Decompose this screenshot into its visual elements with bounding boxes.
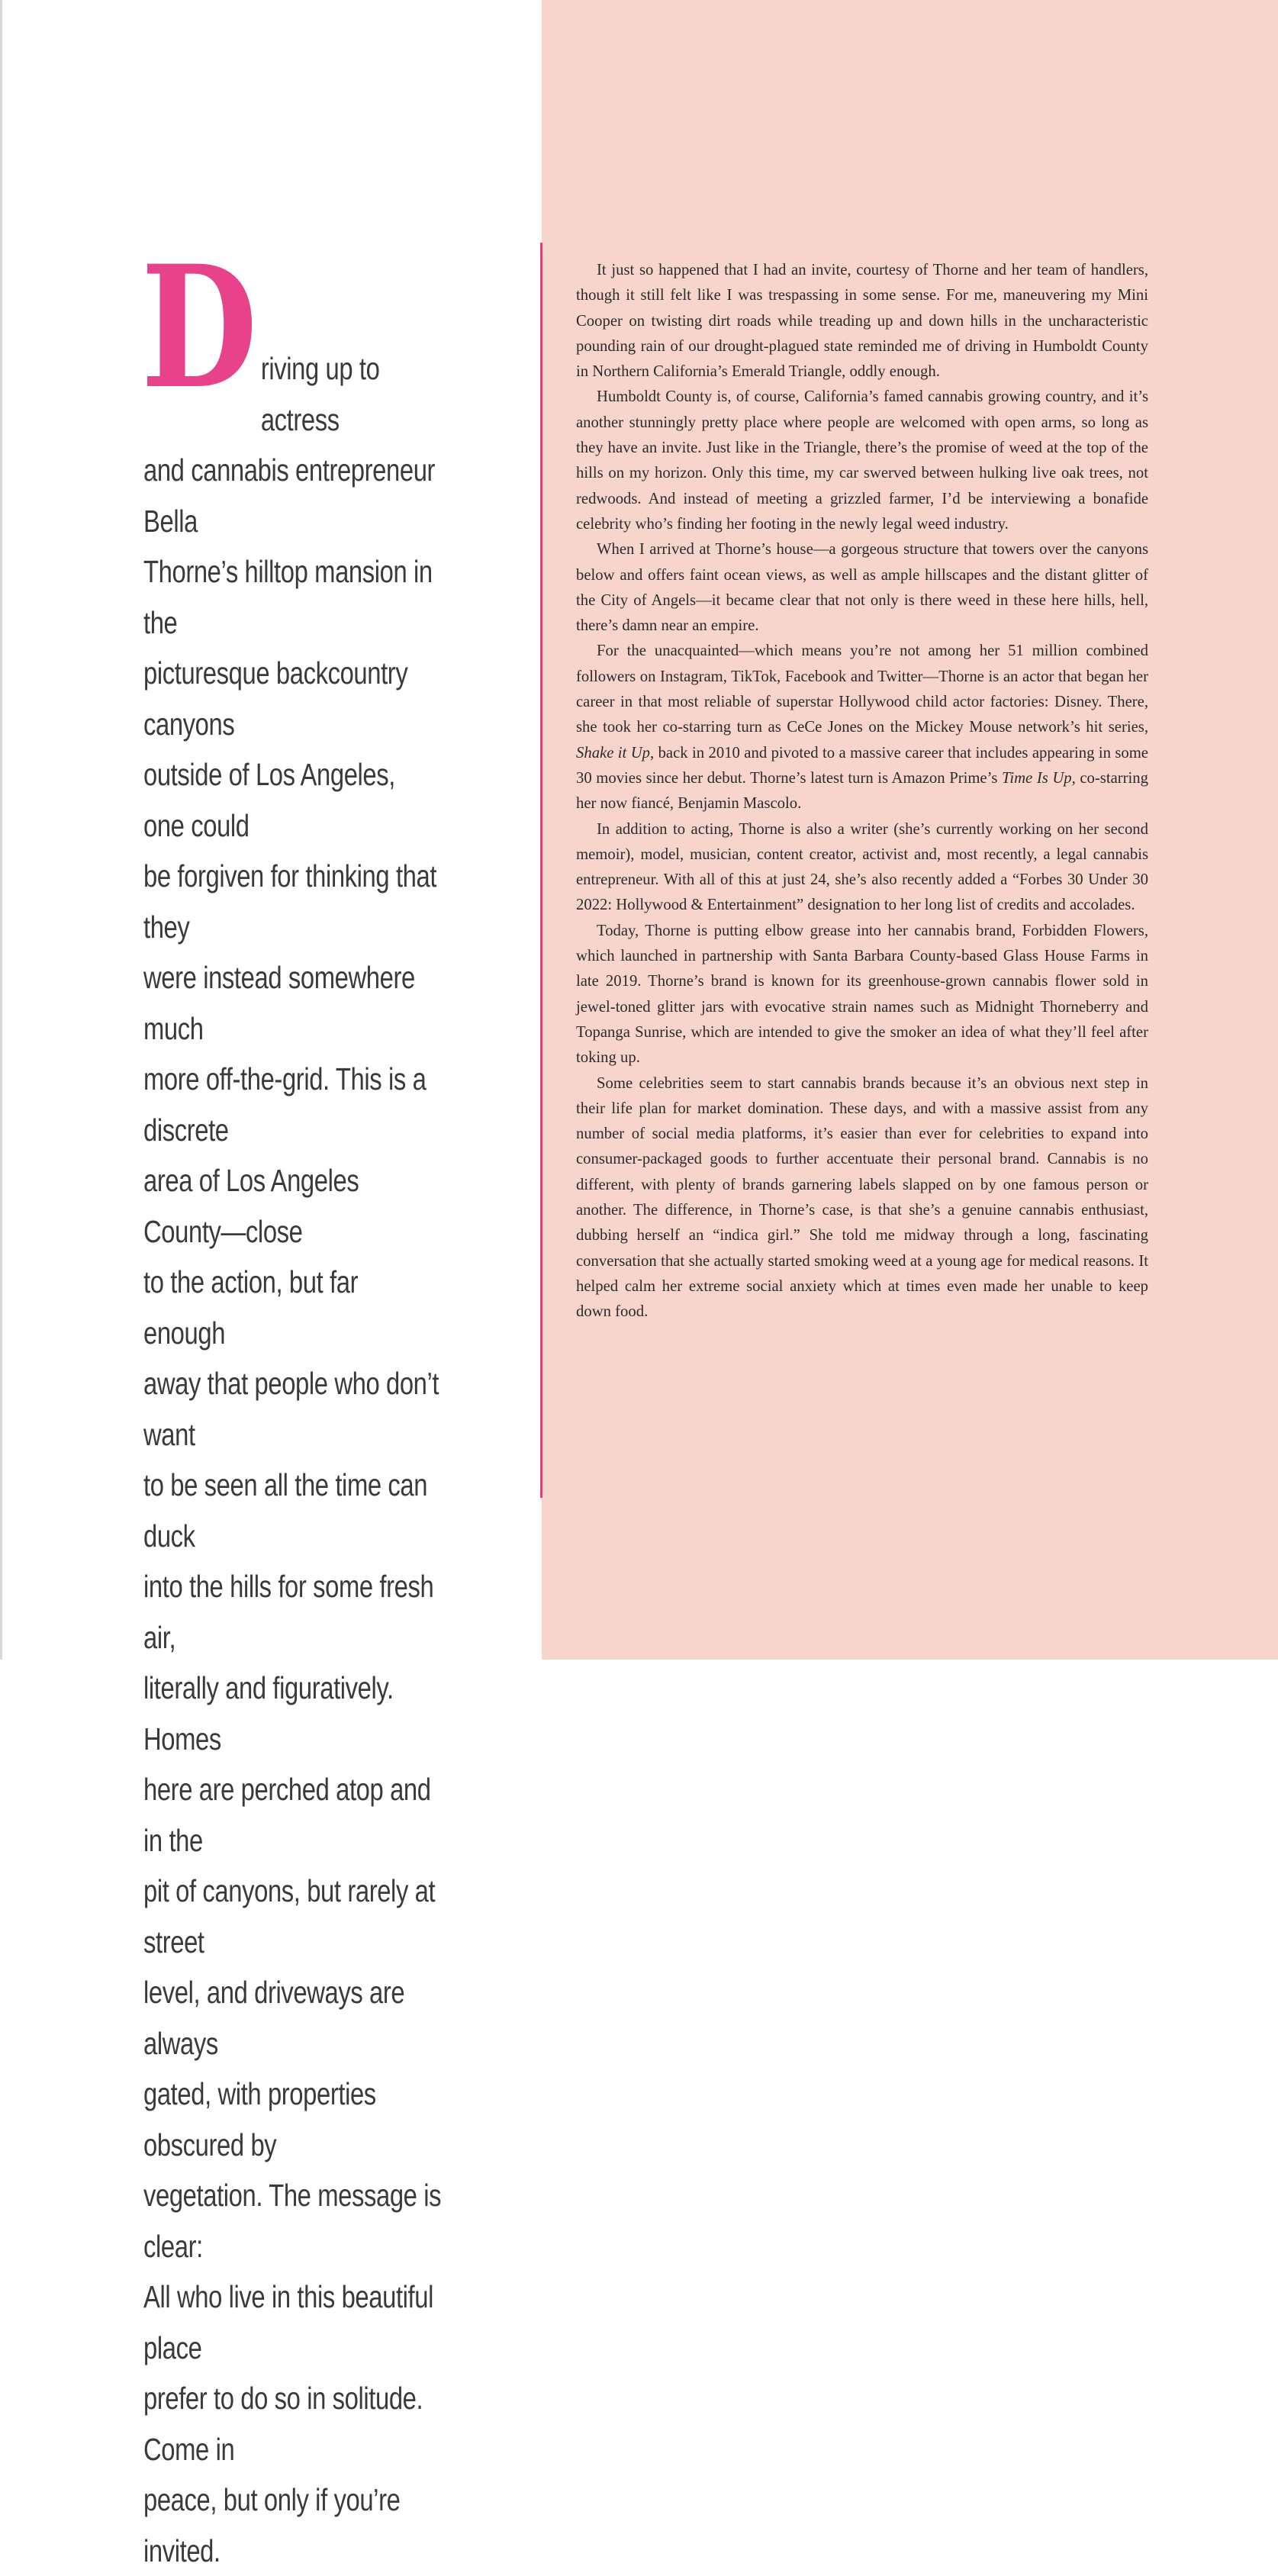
intro-line: area of Los Angeles County—close — [143, 1163, 359, 1249]
paragraph-text: , co-starring her now fiancé, Benjamin Mascolo. — [576, 769, 1148, 813]
intro-line: literally and figuratively. Homes — [143, 1670, 394, 1757]
intro-line: All who live in this beautiful place — [143, 2279, 433, 2365]
paragraph-text: For the unacquainted—which means you’re not among her 51 million combined followers on Instagram, TikTok, Facebook and Twitter—Thorne is an actor that began her career in that most reliable of superstar Hollywood child actor factories: Disney. There, she took her co-starring turn as CeCe Jones on the Mickey Mouse network’s hit series, — [576, 642, 1148, 736]
intro-line: level, and driveways are always — [143, 1975, 405, 2061]
drop-cap: D — [140, 228, 258, 426]
intro-line: to the action, but far enough — [143, 1264, 359, 1351]
article-paragraph — [576, 639, 1148, 816]
article-paragraph: Humboldt County is, of course, California’s famed cannabis growing country, and it’s another stunningly pretty place where people are welcomed with open arms, so long as they have an invite. Just like in the Triangle, there’s the promise of weed at the top of the hills on my horizon. Only this time, my car swerved between hulking live oak trees, not redwoods. And instead of meeting a grizzled farmer, I’d be interviewing a bonafide celebrity who’s finding her footing in the newly legal weed industry. — [576, 388, 1148, 533]
intro-line: peace, but only if you’re invited. — [143, 2482, 401, 2568]
column-divider — [540, 243, 542, 1498]
show-title: Time Is Up — [1002, 769, 1072, 787]
article-paragraph: Some celebrities seem to start cannabis brands because it’s an obvious next step in their life plan for market domination. These days, and with a massive assist from any number of social media platforms, it’s easier than ever for celebrities to expand into consumer-packaged goods to further accentuate their personal brand. Cannabis is no different, with plenty of brands garnering labels slapped on by one famous person or another. The difference, in Thorne’s case, is that she’s a genuine cannabis enthusiast, dubbing herself an “indica girl.” She told me midway through a long, fascinating conversation that she actually started smoking weed at a young age for medical reasons. It helped calm her extreme social anxiety which at times even made her unable to keep down food. — [576, 1074, 1148, 1321]
intro-line: away that people who don’t want — [143, 1366, 439, 1452]
intro-line: gated, with properties obscured by — [143, 2076, 376, 2162]
intro-line: Thorne’s hilltop mansion in the — [143, 554, 433, 640]
article-body — [576, 258, 1148, 1325]
article-paragraph: It just so happened that I had an invite, courtesy of Thorne and her team of handlers, though it still felt like I was trespassing in some sense. For me, maneuvering my Mini Cooper on twisting dirt roads while treading up and down hills in the uncharacteristic pounding rain of our drought-plagued state reminded me of driving in Humboldt County in Northern California’s Emerald Triangle, oddly enough. — [576, 262, 1148, 381]
page-edge-line — [0, 0, 2, 1660]
paragraph-text: , back in 2010 and pivoted to a massive career that includes appearing in some 30 movies since her debut. Thorne’s latest turn is Amazon Prime’s — [576, 744, 1148, 787]
intro-line: and cannabis entrepreneur Bella — [143, 452, 436, 539]
intro-column — [140, 228, 443, 2576]
intro-line: outside of Los Angeles, one could — [143, 757, 395, 843]
intro-line: into the hills for some fresh air, — [143, 1569, 434, 1655]
intro-line: picturesque backcountry canyons — [143, 655, 408, 742]
intro-line: be forgiven for thinking that they — [143, 858, 437, 945]
intro-line: were instead somewhere much — [143, 960, 415, 1046]
show-title: Shake it Up — [576, 744, 650, 762]
article-paragraph: When I arrived at Thorne’s house—a gorgeous structure that towers over the canyons below and offers faint ocean views, as well as ample hillscapes and the distant glitter of the City of Angels—it became clear that not only is there weed in these here hills, hell, there’s damn near an empire. — [576, 541, 1148, 635]
article-paragraph: Today, Thorne is putting elbow grease into her cannabis brand, Forbidden Flowers, which launched in partnership with Santa Barbara County-based Glass House Farms in late 2019. Thorne’s brand is known for its greenhouse-grown cannabis flower sold in jewel-toned glitter jars with evocative strain names such as Midnight Thorneberry and Topanga Sunrise, which are intended to give the smoker an idea of what they’ll feel after toking up. — [576, 922, 1148, 1067]
intro-line: riving up to actress — [260, 351, 380, 437]
intro-line: to be seen all the time can duck — [143, 1467, 428, 1554]
intro-line: vegetation. The message is clear: — [143, 2178, 442, 2264]
intro-line: prefer to do so in solitude. Come in — [143, 2381, 423, 2467]
article-paragraph: In addition to acting, Thorne is also a writer (she’s currently working on her second memoir), model, musician, content creator, activist and, most recently, a legal cannabis entrepreneur. With all of this at just 24, she’s also recently added a “Forbes 30 Under 30 2022: Hollywood & Entertainment” designation to her long list of credits and accolades. — [576, 820, 1148, 914]
intro-line: here are perched atop and in the — [143, 1772, 431, 1858]
intro-line: pit of canyons, but rarely at street — [143, 1873, 436, 1959]
intro-line: more off-the-grid. This is a discrete — [143, 1061, 427, 1148]
